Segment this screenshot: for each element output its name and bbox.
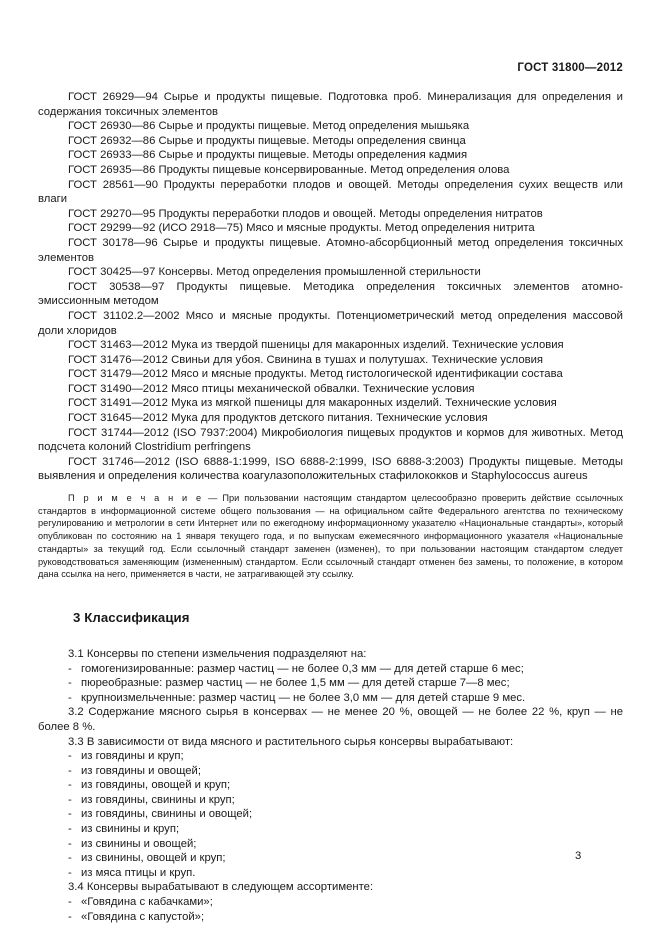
spacer	[38, 625, 623, 647]
list-item-label: из свинины и круп;	[81, 823, 180, 836]
list-item	[38, 764, 623, 779]
clause-3-3: 3.3 В зависимости от вида мясного и растительного сырья консервы вырабатывают:	[68, 735, 514, 748]
list-item	[38, 866, 623, 881]
list-item	[38, 895, 623, 910]
bullet-dash: -	[68, 764, 72, 777]
reference-entry: ГОСТ 31463—2012 Мука из твердой пшеницы для макаронных изделий. Технические условия	[68, 339, 564, 352]
list-item	[38, 793, 623, 808]
bullet-dash: -	[68, 662, 72, 675]
bullet-dash: -	[68, 866, 72, 879]
list-item	[38, 910, 623, 925]
list-item-label: «Говядина с кабачками»;	[81, 896, 213, 909]
note-separator: —	[203, 493, 223, 504]
list-item	[38, 691, 623, 706]
list-item-label: из говядины и круп;	[81, 750, 184, 763]
note-text: При пользовании настоящим стандартом целесообразно проверить действие ссылочных стандартов в информационной системе общего пользования — на официальном сайте Федерального агентства по техническому регулированию и метрологии в сети Интернет или по ежегодному информационному указателю «Национальные стандарты», который опубликован по состоянию на 1 января текущего года, и по выпускам ежемесячного информационного указателя «Национальные стандарты» за текущий год. Если ссылочный стандарт заменен (изменен), то при пользовании настоящим стандартом следует руководствоваться заменяющим (измененным) стандартом. Если ссылочный стандарт отменен без замены, то положение, в котором дана ссылка на него, применяется в части, не затрагивающей эту ссылку.	[38, 493, 623, 580]
list-item-label: гомогенизированные: размер частиц — не более 0,3 мм — для детей старше 6 мес;	[81, 662, 524, 675]
bullet-dash: -	[68, 823, 72, 836]
clause-3-2: 3.2 Содержание мясного сырья в консервах — не менее 20 %, овощей — не более 22 %, круп — не более 8 %.	[38, 706, 623, 733]
bullet-dash: -	[68, 677, 72, 690]
reference-entry: ГОСТ 30538—97 Продукты пищевые. Методика определения токсичных элементов атомно-эмиссионным методом	[38, 280, 623, 308]
reference-entry: ГОСТ 29270—95 Продукты переработки плодов и овощей. Методы определения нитратов	[68, 207, 543, 220]
spacer	[38, 581, 623, 610]
list-item	[38, 837, 623, 852]
list-item-label: из говядины, овощей и круп;	[81, 779, 231, 792]
reference-entry: ГОСТ 31645—2012 Мука для продуктов детского питания. Технические условия	[68, 412, 488, 425]
bullet-dash: -	[68, 837, 72, 850]
bullet-dash: -	[68, 910, 72, 923]
reference-entry: ГОСТ 31744—2012 (ISO 7937:2004) Микробиология пищевых продуктов и кормов для животных. Метод подсчета колоний Clostridium perfringens	[38, 426, 623, 454]
bullet-dash: -	[68, 808, 72, 821]
list-item	[38, 676, 623, 691]
spacer	[38, 484, 623, 492]
list-item-label: пюреобразные: размер частиц — не более 1,5 мм — для детей старше 7—8 мес;	[81, 677, 510, 690]
reference-entry: ГОСТ 29299—92 (ИСО 2918—75) Мясо и мясные продукты. Метод определения нитрита	[68, 222, 535, 235]
list-item	[38, 851, 623, 866]
bullet-dash: -	[68, 691, 72, 704]
raw-material-list	[38, 749, 623, 880]
bullet-dash: -	[68, 750, 72, 763]
list-item	[38, 822, 623, 837]
reference-entry: ГОСТ 26935—86 Продукты пищевые консервированные. Метод определения олова	[68, 163, 510, 176]
reference-entry: ГОСТ 30425—97 Консервы. Метод определения промышленной стерильности	[68, 266, 481, 279]
reference-entry: ГОСТ 31490—2012 Мясо птицы механической обвалки. Технические условия	[68, 382, 475, 395]
reference-entry: ГОСТ 26930—86 Сырье и продукты пищевые. Метод определения мышьяка	[68, 120, 470, 133]
list-item	[38, 662, 623, 677]
clause-3-1: 3.1 Консервы по степени измельчения подразделяют на:	[68, 647, 367, 660]
bullet-dash: -	[68, 793, 72, 806]
reference-entry: ГОСТ 31476—2012 Свиньи для убоя. Свинина в тушах и полутушах. Технические условия	[68, 353, 544, 366]
list-item-label: крупноизмельченные: размер частиц — не более 3,0 мм — для детей старше 9 мес.	[81, 691, 526, 704]
page-content	[38, 90, 623, 924]
list-item	[38, 807, 623, 822]
note-paragraph	[38, 492, 623, 581]
list-item-label: из мяса птицы и круп.	[81, 866, 196, 879]
list-item-label: из свинины и овощей;	[81, 837, 197, 850]
normative-references-list	[38, 90, 623, 484]
bullet-dash: -	[68, 896, 72, 909]
reference-entry: ГОСТ 31102.2—2002 Мясо и мясные продукты. Потенциометрический метод определения массовой доли хлоридов	[38, 309, 623, 337]
bullet-dash: -	[68, 779, 72, 792]
reference-entry: ГОСТ 26932—86 Сырье и продукты пищевые. Методы определения свинца	[68, 134, 466, 147]
running-head-standard-number: ГОСТ 31800—2012	[517, 62, 623, 74]
bullet-dash: -	[68, 852, 72, 865]
reference-entry: ГОСТ 26933—86 Сырье и продукты пищевые. Методы определения кадмия	[68, 149, 468, 162]
reference-entry: ГОСТ 26929—94 Сырье и продукты пищевые. Подготовка проб. Минерализация для определения и содержания токсичных элементов	[38, 91, 623, 118]
page-number: 3	[575, 850, 582, 862]
reference-entry: ГОСТ 31479—2012 Мясо и мясные продукты. Метод гистологической идентификации состава	[68, 368, 563, 381]
note-label: П р и м е ч а н и е	[68, 493, 204, 504]
list-item-label: из говядины, свинины и овощей;	[81, 808, 253, 821]
reference-entry: ГОСТ 28561—90 Продукты переработки плодов и овощей. Методы определения сухих веществ или влаги	[38, 178, 623, 206]
reference-entry: ГОСТ 30178—96 Сырье и продукты пищевые. Атомно-абсорбционный метод определения токсичных элементов	[38, 236, 623, 264]
list-item-label: из свинины, овощей и круп;	[81, 852, 226, 865]
reference-entry: ГОСТ 31491—2012 Мука из мягкой пшеницы для макаронных изделий. Технические условия	[68, 397, 557, 410]
section-heading-classification: 3 Классификация	[73, 609, 190, 625]
assortment-list	[38, 895, 623, 924]
list-item-label: из говядины, свинины и круп;	[81, 793, 235, 806]
clause-3-4: 3.4 Консервы вырабатывают в следующем ассортименте:	[68, 881, 374, 894]
grind-degree-list	[38, 662, 623, 706]
list-item-label: из говядины и овощей;	[81, 764, 201, 777]
list-item	[38, 749, 623, 764]
reference-entry: ГОСТ 31746—2012 (ISO 6888-1:1999, ISO 6888-2:1999, ISO 6888-3:2003) Продукты пищевые. Методы выявления и определения количества коагулазоположительных стафилококков и Staphylococcus aureus	[38, 455, 623, 483]
list-item	[38, 778, 623, 793]
list-item-label: «Говядина с капустой»;	[81, 910, 205, 923]
